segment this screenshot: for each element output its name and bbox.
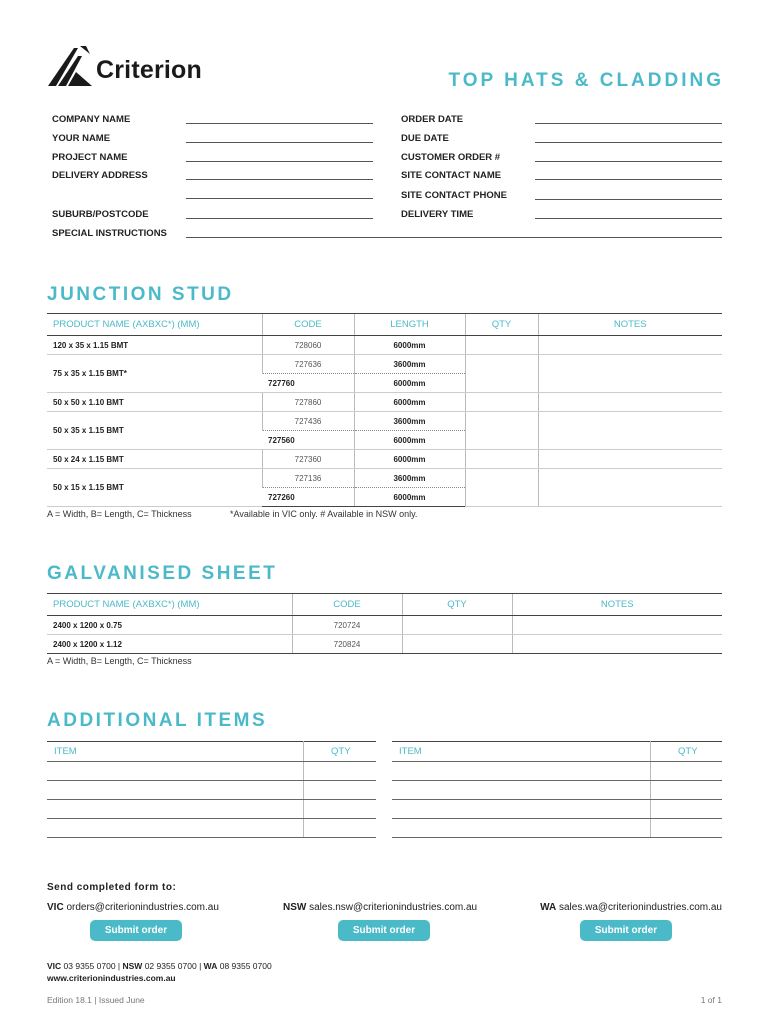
due-date-field[interactable] <box>535 142 722 143</box>
website-link[interactable]: www.criterionindustries.com.au <box>47 973 176 983</box>
special-instructions-field[interactable] <box>186 237 722 238</box>
notes-input[interactable] <box>512 635 722 654</box>
table-row <box>47 469 722 488</box>
notes-input[interactable] <box>538 450 722 469</box>
qty-input[interactable] <box>465 450 538 469</box>
table-row <box>47 412 722 431</box>
product-length: 6000mm <box>354 336 465 355</box>
col-header-qty: QTY <box>402 594 512 616</box>
product-name: 2400 x 1200 x 0.75 <box>47 616 292 635</box>
notes-input[interactable] <box>538 355 722 393</box>
table-row <box>47 450 722 469</box>
qty-input[interactable] <box>465 412 538 450</box>
suburb-postcode-field[interactable] <box>186 218 373 219</box>
order-date-field[interactable] <box>535 123 722 124</box>
qty-input[interactable] <box>465 469 538 507</box>
edition-label: Edition 18.1 | Issued June <box>47 995 145 1005</box>
project-name-field[interactable] <box>186 161 373 162</box>
product-length: 6000mm <box>354 488 465 507</box>
additional-item-row[interactable] <box>392 799 722 800</box>
suburb-postcode-label: SUBURB/POSTCODE <box>52 209 149 220</box>
product-code: 727760 <box>262 374 354 393</box>
additional-item-row[interactable] <box>392 818 722 819</box>
table-row <box>47 355 722 374</box>
galvanised-sheet-title: GALVANISED SHEET <box>47 563 278 584</box>
qty-input[interactable] <box>402 635 512 654</box>
additional-item-header: ITEM <box>399 746 422 757</box>
product-code: 727260 <box>262 488 354 507</box>
delivery-address-field-2[interactable] <box>186 198 373 199</box>
junction-stud-table <box>47 313 722 507</box>
additional-column-divider <box>303 741 304 838</box>
product-name: 50 x 50 x 1.10 BMT <box>47 393 262 412</box>
col-header-product-name-axbxc-mm: PRODUCT NAME (AXBXC*) (MM) <box>47 594 292 616</box>
brand-logo <box>46 44 202 90</box>
additional-item-row[interactable] <box>392 837 722 838</box>
galvanised-note: A = Width, B= Length, C= Thickness <box>47 656 192 666</box>
product-name: 50 x 24 x 1.15 BMT <box>47 450 262 469</box>
additional-column-divider <box>650 741 651 838</box>
product-length: 3600mm <box>354 355 465 374</box>
additional-item-row[interactable] <box>392 761 722 762</box>
col-header-notes: NOTES <box>538 314 722 336</box>
additional-items-title: ADDITIONAL ITEMS <box>47 710 268 731</box>
delivery-time-label: DELIVERY TIME <box>401 209 474 220</box>
galvanised-sheet-table <box>47 593 722 654</box>
additional-item-row[interactable] <box>47 799 376 800</box>
document-title: TOP HATS & CLADDING <box>448 70 724 91</box>
product-name: 120 x 35 x 1.15 BMT <box>47 336 262 355</box>
nsw-email: NSW sales.nsw@criterionindustries.com.au <box>283 902 478 913</box>
product-length: 6000mm <box>354 450 465 469</box>
special-instructions-label: SPECIAL INSTRUCTIONS <box>52 228 167 239</box>
col-header-qty: QTY <box>465 314 538 336</box>
contact-phones: VIC 03 9355 0700 | NSW 02 9355 0700 | WA 08 9355 0700 <box>47 961 272 971</box>
project-name-label: PROJECT NAME <box>52 152 128 163</box>
product-code: 727560 <box>262 431 354 450</box>
product-code: 727136 <box>262 469 354 488</box>
product-length: 6000mm <box>354 431 465 450</box>
qty-input[interactable] <box>402 616 512 635</box>
additional-item-row[interactable] <box>47 837 376 838</box>
additional-qty-header: QTY <box>331 746 351 757</box>
notes-input[interactable] <box>538 336 722 355</box>
qty-input[interactable] <box>465 355 538 393</box>
table-row <box>47 635 722 654</box>
junction-note: A = Width, B= Length, C= Thickness <box>47 509 192 519</box>
site-contact-name-field[interactable] <box>535 179 722 180</box>
table-row <box>47 336 722 355</box>
col-header-length: LENGTH <box>354 314 465 336</box>
product-name: 2400 x 1200 x 1.12 <box>47 635 292 654</box>
order-date-label: ORDER DATE <box>401 114 464 125</box>
junction-stud-title: JUNCTION STUD <box>47 284 234 305</box>
delivery-address-label: DELIVERY ADDRESS <box>52 170 148 181</box>
submit-order-nsw-button[interactable]: Submit order <box>338 920 430 941</box>
wa-email: WA sales.wa@criterionindustries.com.au <box>540 902 722 913</box>
qty-input[interactable] <box>465 393 538 412</box>
additional-item-header: ITEM <box>54 746 77 757</box>
site-contact-phone-field[interactable] <box>535 199 722 200</box>
notes-input[interactable] <box>538 412 722 450</box>
product-length: 6000mm <box>354 374 465 393</box>
notes-input[interactable] <box>538 393 722 412</box>
product-code: 727436 <box>262 412 354 431</box>
send-form-label: Send completed form to: <box>47 882 177 893</box>
product-code: 727360 <box>262 450 354 469</box>
delivery-address-field[interactable] <box>186 179 373 180</box>
page-number: 1 of 1 <box>700 995 722 1005</box>
product-code: 720724 <box>292 616 402 635</box>
your-name-field[interactable] <box>186 142 373 143</box>
product-name: 75 x 35 x 1.15 BMT* <box>47 355 262 393</box>
criterion-logo-icon <box>46 44 94 90</box>
additional-qty-header: QTY <box>678 746 698 757</box>
site-contact-name-label: SITE CONTACT NAME <box>401 170 502 181</box>
product-code: 720824 <box>292 635 402 654</box>
product-code: 727636 <box>262 355 354 374</box>
product-name: 50 x 35 x 1.15 BMT <box>47 412 262 450</box>
table-row <box>47 393 722 412</box>
col-header-code: CODE <box>262 314 354 336</box>
additional-table-top-rule <box>47 741 376 742</box>
additional-item-row[interactable] <box>47 761 376 762</box>
col-header-code: CODE <box>292 594 402 616</box>
additional-item-row[interactable] <box>392 780 722 781</box>
product-length: 3600mm <box>354 412 465 431</box>
additional-item-row[interactable] <box>47 780 376 781</box>
delivery-time-field[interactable] <box>535 218 722 219</box>
product-name: 50 x 15 x 1.15 BMT <box>47 469 262 507</box>
col-header-product-name-axbxc-mm: PRODUCT NAME (AXBXC*) (MM) <box>47 314 262 336</box>
customer-order-label: CUSTOMER ORDER # <box>401 152 501 163</box>
vic-email: VIC orders@criterionindustries.com.au <box>47 902 219 913</box>
notes-input[interactable] <box>512 616 722 635</box>
qty-input[interactable] <box>465 336 538 355</box>
your-name-label: YOUR NAME <box>52 133 111 144</box>
additional-table-top-rule <box>392 741 722 742</box>
site-contact-phone-label: SITE CONTACT PHONE <box>401 190 507 201</box>
notes-input[interactable] <box>538 469 722 507</box>
due-date-label: DUE DATE <box>401 133 449 144</box>
company-name-label: COMPANY NAME <box>52 114 131 125</box>
table-row <box>47 616 722 635</box>
company-name-field[interactable] <box>186 123 373 124</box>
additional-item-row[interactable] <box>47 818 376 819</box>
brand-name: Criterion <box>96 55 202 84</box>
customer-order-field[interactable] <box>535 161 722 162</box>
product-length: 3600mm <box>354 469 465 488</box>
submit-order-wa-button[interactable]: Submit order <box>580 920 672 941</box>
product-length: 6000mm <box>354 393 465 412</box>
availability-note: *Available in VIC only. # Available in NSW only. <box>230 509 418 519</box>
submit-order-vic-button[interactable]: Submit order <box>90 920 182 941</box>
product-code: 728060 <box>262 336 354 355</box>
col-header-notes: NOTES <box>512 594 722 616</box>
product-code: 727860 <box>262 393 354 412</box>
